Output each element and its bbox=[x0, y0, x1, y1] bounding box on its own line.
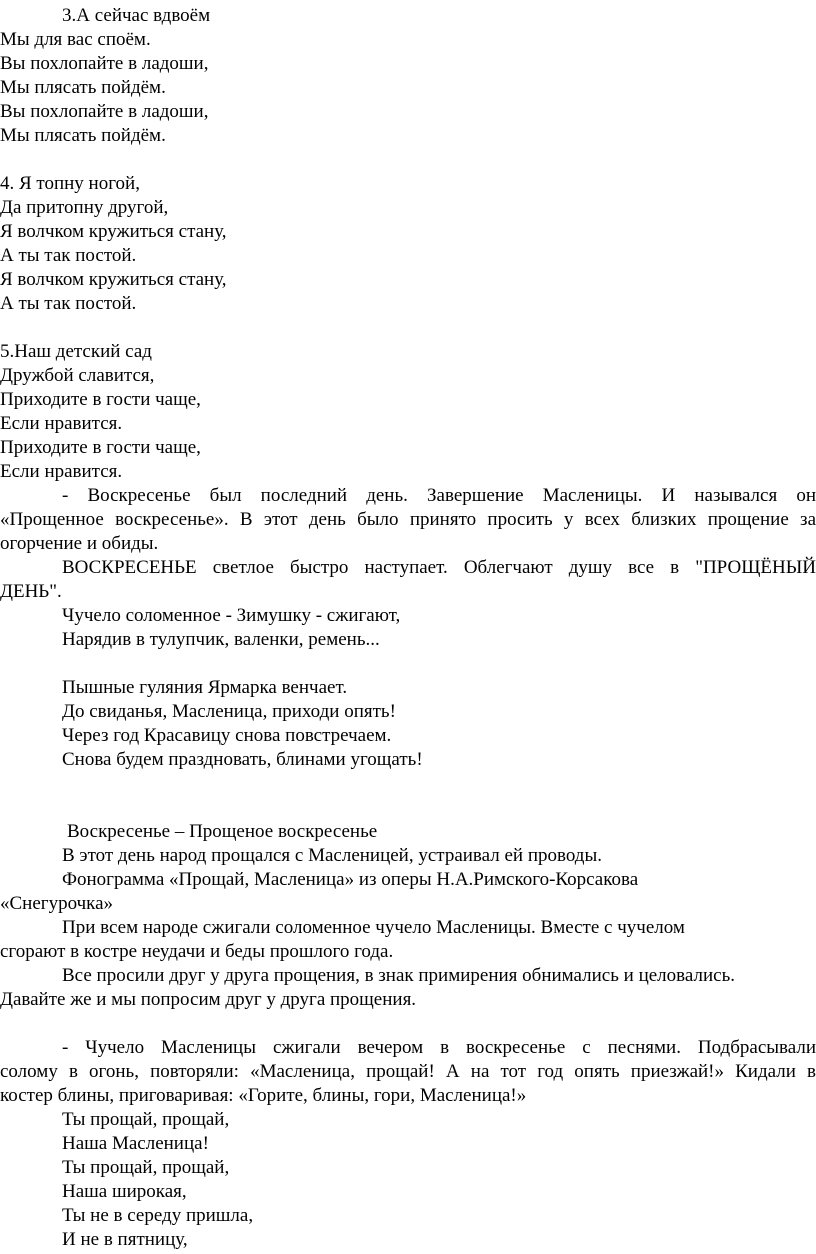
verse-3-line-1: 3.А сейчас вдвоём bbox=[62, 5, 211, 26]
para-sunday-line-2: «Прощенное воскресенье». В этот день было принято просить у всех близких прощение за bbox=[0, 509, 816, 530]
song-line-1: Ты прощай, прощай, bbox=[62, 1109, 230, 1130]
poem-a-line-2: Нарядив в тулупчик, валенки, ремень... bbox=[62, 629, 380, 650]
para-phonogram-line-1: Фонограмма «Прощай, Масленица» из оперы Н.А.Римского-Корсакова bbox=[62, 869, 639, 890]
poem-b-line-3: Через год Красавицу снова повстречаем. bbox=[62, 725, 392, 746]
para-bright-line-1: ВОСКРЕСЕНЬЕ светлое быстро наступает. Облегчают душу все в "ПРОЩЁНЫЙ bbox=[62, 557, 816, 578]
song-line-3: Ты прощай, прощай, bbox=[62, 1157, 230, 1178]
para-evening-line-3: костер блины, приговаривая: «Горите, блины, гори, Масленица!» bbox=[0, 1085, 527, 1106]
song-line-6: И не в пятницу, bbox=[62, 1229, 188, 1250]
verse-5-line-6: Если нравится. bbox=[0, 461, 123, 482]
verse-5-line-4: Если нравится. bbox=[0, 413, 123, 434]
section-heading: Воскресенье – Прощеное воскресенье bbox=[67, 821, 378, 842]
verse-5-line-1: 5.Наш детский сад bbox=[0, 341, 152, 362]
verse-3-line-5: Вы похлопайте в ладоши, bbox=[0, 101, 209, 122]
para-sunday-line-1: - Воскресенье был последний день. Завершение Масленицы. И назывался он bbox=[62, 485, 816, 506]
para-bright-line-2: ДЕНЬ". bbox=[0, 581, 62, 602]
para-evening-line-1: - Чучело Масленицы сжигали вечером в воскресенье с песнями. Подбрасывали bbox=[62, 1037, 816, 1058]
poem-b-line-1: Пышные гуляния Ярмарка венчает. bbox=[62, 677, 348, 698]
poem-b-line-4: Снова будем праздновать, блинами угощать! bbox=[62, 749, 423, 770]
verse-3-line-3: Вы похлопайте в ладоши, bbox=[0, 53, 209, 74]
para-farewell: В этот день народ прощался с Масленицей, устраивал ей проводы. bbox=[62, 845, 602, 866]
para-sunday-line-3: огорчение и обиды. bbox=[0, 533, 159, 554]
verse-3-line-6: Мы плясать пойдём. bbox=[0, 125, 166, 146]
verse-4-line-1: 4. Я топну ногой, bbox=[0, 173, 140, 194]
para-phonogram-line-2: «Снегурочка» bbox=[0, 893, 114, 914]
verse-5-line-3: Приходите в гости чаще, bbox=[0, 389, 201, 410]
para-evening-line-2: солому в огонь, повторяли: «Масленица, прощай! А на тот год опять приезжай!» Кидали в bbox=[0, 1061, 816, 1082]
verse-4-line-5: Я волчком кружиться стану, bbox=[0, 269, 227, 290]
verse-3-line-4: Мы плясать пойдём. bbox=[0, 77, 166, 98]
song-line-4: Наша широкая, bbox=[62, 1181, 187, 1202]
verse-4-line-4: А ты так постой. bbox=[0, 245, 137, 266]
verse-5-line-2: Дружбой славится, bbox=[0, 365, 155, 386]
para-forgive-line-1: Все просили друг у друга прощения, в знак примирения обнимались и целовались. bbox=[62, 965, 735, 986]
song-line-2: Наша Масленица! bbox=[62, 1133, 209, 1154]
poem-a-line-1: Чучело соломенное - Зимушку - сжигают, bbox=[62, 605, 401, 626]
verse-5-line-5: Приходите в гости чаще, bbox=[0, 437, 201, 458]
verse-4-line-2: Да притопну другой, bbox=[0, 197, 169, 218]
verse-3-line-2: Мы для вас споём. bbox=[0, 29, 151, 50]
verse-4-line-6: А ты так постой. bbox=[0, 293, 137, 314]
poem-b-line-2: До свиданья, Масленица, приходи опять! bbox=[62, 701, 396, 722]
song-line-5: Ты не в середу пришла, bbox=[62, 1205, 254, 1226]
para-burn-line-2: сгорают в костре неудачи и беды прошлого года. bbox=[0, 941, 394, 962]
para-burn-line-1: При всем народе сжигали соломенное чучело Масленицы. Вместе с чучелом bbox=[62, 917, 685, 938]
para-forgive-line-2: Давайте же и мы попросим друг у друга прощения. bbox=[0, 989, 417, 1010]
verse-4-line-3: Я волчком кружиться стану, bbox=[0, 221, 227, 242]
